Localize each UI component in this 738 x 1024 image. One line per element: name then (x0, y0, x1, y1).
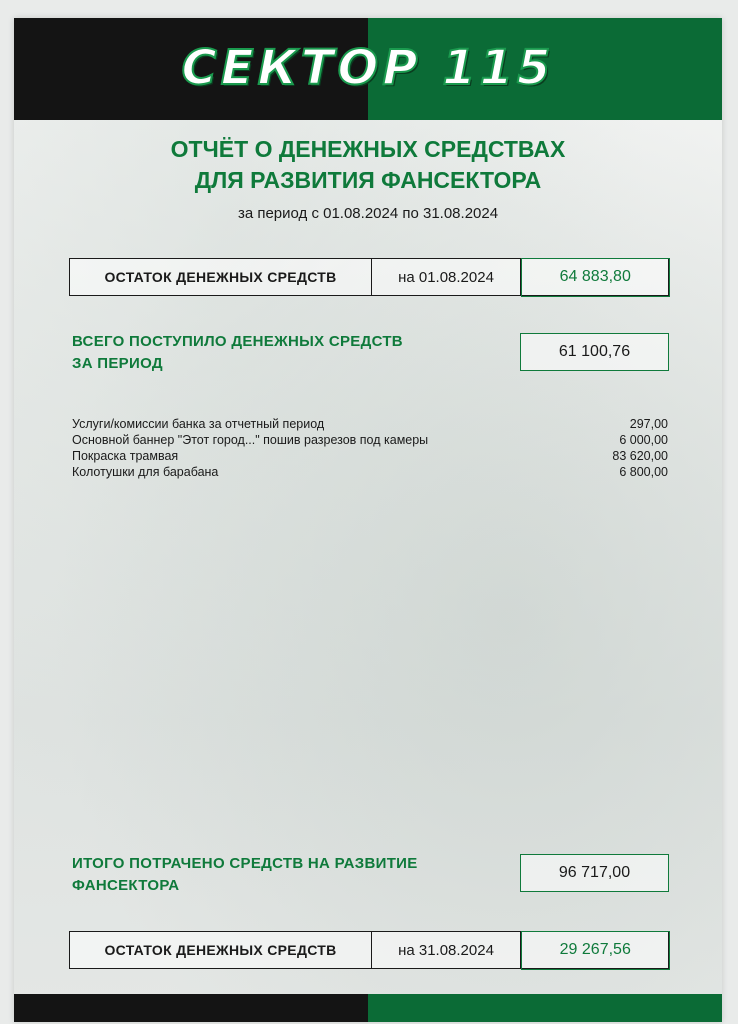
header-banner (14, 18, 722, 120)
list-item (72, 464, 668, 480)
expense-amount: 6 800,00 (619, 465, 668, 479)
expense-name: Услуги/комиссии банка за отчетный период (72, 417, 325, 431)
report-page (14, 18, 722, 1022)
expense-name: Колотушки для барабана (72, 465, 219, 479)
list-item (72, 448, 668, 464)
report-period: за период с 01.08.2024 по 31.08.2024 (237, 205, 499, 222)
income-label-line-2: ЗА ПЕРИОД (72, 355, 163, 372)
closing-balance-date: на 31.08.2024 (372, 932, 521, 968)
income-label-line-1: ВСЕГО ПОСТУПИЛО ДЕНЕЖНЫХ СРЕДСТВ (72, 333, 403, 350)
title-line-2: ДЛЯ РАЗВИТИЯ ФАНСЕКТОРА (194, 167, 542, 193)
expense-amount: 297,00 (629, 417, 668, 431)
closing-balance-row (69, 931, 669, 969)
title-line-1: ОТЧЁТ О ДЕНЕЖНЫХ СРЕДСТВАХ (170, 136, 566, 162)
spent-label (72, 853, 418, 897)
logo: СЕКТОР 115 (181, 40, 555, 96)
list-item (72, 416, 668, 432)
opening-balance-amount: 64 883,80 (521, 258, 670, 297)
income-amount: 61 100,76 (520, 333, 669, 371)
list-item (72, 432, 668, 448)
footer-banner (14, 994, 722, 1022)
expense-name: Основной баннер "Этот город..." пошив разрезов под камеры (72, 433, 429, 447)
income-label (72, 331, 403, 375)
closing-balance-label: ОСТАТОК ДЕНЕЖНЫХ СРЕДСТВ (70, 932, 372, 968)
spent-label-line-1: ИТОГО ПОТРАЧЕНО СРЕДСТВ НА РАЗВИТИЕ (72, 855, 418, 872)
opening-balance-row (69, 258, 669, 296)
closing-balance-amount: 29 267,56 (521, 931, 670, 970)
report-title (14, 134, 722, 196)
spent-amount: 96 717,00 (520, 854, 669, 892)
expense-list (72, 416, 668, 480)
opening-balance-date: на 01.08.2024 (372, 259, 521, 295)
expense-name: Покраска трамвая (72, 449, 179, 463)
opening-balance-label: ОСТАТОК ДЕНЕЖНЫХ СРЕДСТВ (70, 259, 372, 295)
expense-amount: 83 620,00 (612, 449, 668, 463)
expense-amount: 6 000,00 (619, 433, 668, 447)
spent-label-line-2: ФАНСЕКТОРА (72, 877, 180, 894)
